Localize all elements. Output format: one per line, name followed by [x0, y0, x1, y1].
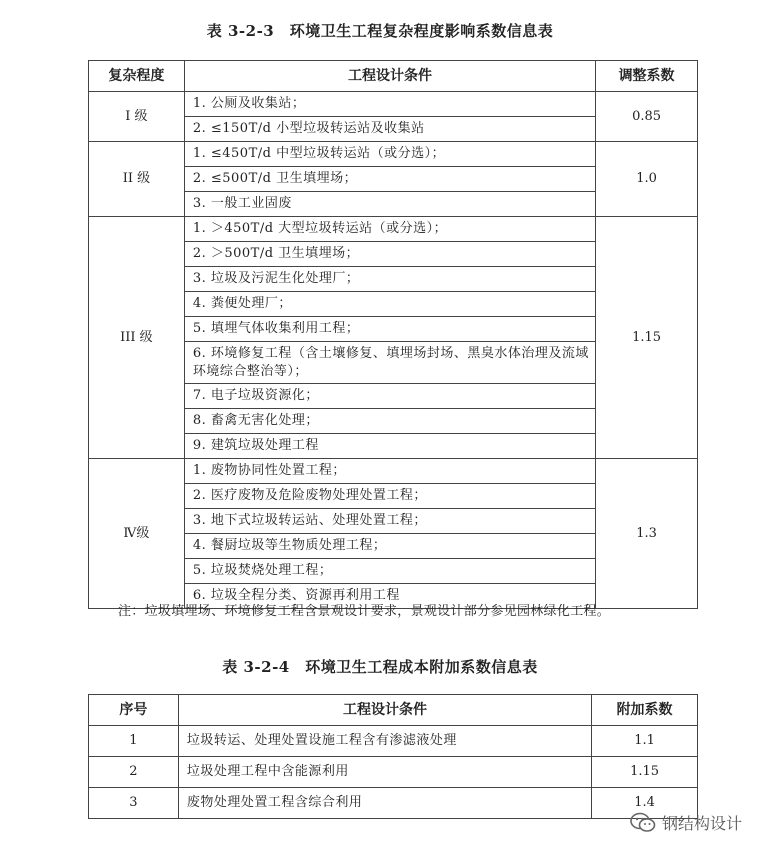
- complexity-level: II 级: [89, 142, 185, 217]
- condition-cell: 1. 公厕及收集站；: [184, 92, 595, 117]
- header-addition-coef: 附加系数: [592, 695, 698, 726]
- table-row: [89, 788, 698, 819]
- table1-note: 注：垃圾填埋场、环境修复工程含景观设计要求，景观设计部分参见园林绿化工程。: [118, 604, 611, 619]
- condition-cell: 2. ＞500T/d 卫生填埋场；: [184, 242, 595, 267]
- watermark-text: 钢结构设计: [661, 814, 742, 833]
- condition-cell: 5. 垃圾焚烧处理工程；: [184, 559, 595, 584]
- addition-coef: 1.4: [592, 788, 698, 819]
- condition-cell: 3. 一般工业固废: [184, 192, 595, 217]
- condition-cell: 垃圾转运、处理处置设施工程含有渗滤液处理: [178, 726, 591, 757]
- table1-title: 表 3-2-3 环境卫生工程复杂程度影响系数信息表: [206, 22, 554, 40]
- row-number: 3: [89, 788, 179, 819]
- watermark: [630, 811, 742, 834]
- table-row: [89, 757, 698, 788]
- condition-cell: 3. 地下式垃圾转运站、处理处置工程；: [184, 509, 595, 534]
- complexity-level: III 级: [89, 217, 185, 459]
- header-number: 序号: [89, 695, 179, 726]
- header-conditions: 工程设计条件: [184, 61, 595, 92]
- complexity-table: [88, 60, 698, 609]
- header-coef: 调整系数: [596, 61, 698, 92]
- complexity-level: Ⅳ级: [89, 459, 185, 609]
- cost-addition-table: [88, 694, 698, 819]
- header-conditions: 工程设计条件: [178, 695, 591, 726]
- table2-header-row: [89, 695, 698, 726]
- table1-header-row: [89, 61, 698, 92]
- adjustment-coef: 0.85: [596, 92, 698, 142]
- condition-cell: 废物处理处置工程含综合利用: [178, 788, 591, 819]
- condition-cell: 6. 环境修复工程（含土壤修复、填埋场封场、黑臭水体治理及流域环境综合整治等）；: [184, 342, 595, 384]
- table2-title: 表 3-2-4 环境卫生工程成本附加系数信息表: [222, 658, 538, 676]
- condition-cell: 1. ≤450T/d 中型垃圾转运站（或分选）；: [184, 142, 595, 167]
- table-row: [89, 217, 698, 242]
- condition-cell: 3. 垃圾及污泥生化处理厂；: [184, 267, 595, 292]
- complexity-level: I 级: [89, 92, 185, 142]
- condition-cell: 4. 粪便处理厂；: [184, 292, 595, 317]
- condition-cell: 1. 废物协同性处置工程；: [184, 459, 595, 484]
- condition-cell: 6. 垃圾全程分类、资源再利用工程: [184, 584, 595, 609]
- addition-coef: 1.15: [592, 757, 698, 788]
- condition-cell: 2. ≤500T/d 卫生填埋场；: [184, 167, 595, 192]
- row-number: 2: [89, 757, 179, 788]
- adjustment-coef: 1.3: [596, 459, 698, 609]
- row-number: 1: [89, 726, 179, 757]
- condition-cell: 9. 建筑垃圾处理工程: [184, 434, 595, 459]
- header-level: 复杂程度: [89, 61, 185, 92]
- table-row: [89, 459, 698, 484]
- addition-coef: 1.1: [592, 726, 698, 757]
- condition-cell: 垃圾处理工程中含能源利用: [178, 757, 591, 788]
- condition-cell: 2. 医疗废物及危险废物处理处置工程；: [184, 484, 595, 509]
- adjustment-coef: 1.15: [596, 217, 698, 459]
- table-row: [89, 92, 698, 117]
- condition-cell: 7. 电子垃圾资源化；: [184, 384, 595, 409]
- condition-cell: 4. 餐厨垃圾等生物质处理工程；: [184, 534, 595, 559]
- condition-cell: 5. 填埋气体收集利用工程；: [184, 317, 595, 342]
- adjustment-coef: 1.0: [596, 142, 698, 217]
- condition-cell: 2. ≤150T/d 小型垃圾转运站及收集站: [184, 117, 595, 142]
- wechat-icon: [630, 812, 656, 834]
- condition-cell: 8. 畜禽无害化处理；: [184, 409, 595, 434]
- condition-cell: 1. ＞450T/d 大型垃圾转运站（或分选）；: [184, 217, 595, 242]
- table-row: [89, 142, 698, 167]
- table-row: [89, 726, 698, 757]
